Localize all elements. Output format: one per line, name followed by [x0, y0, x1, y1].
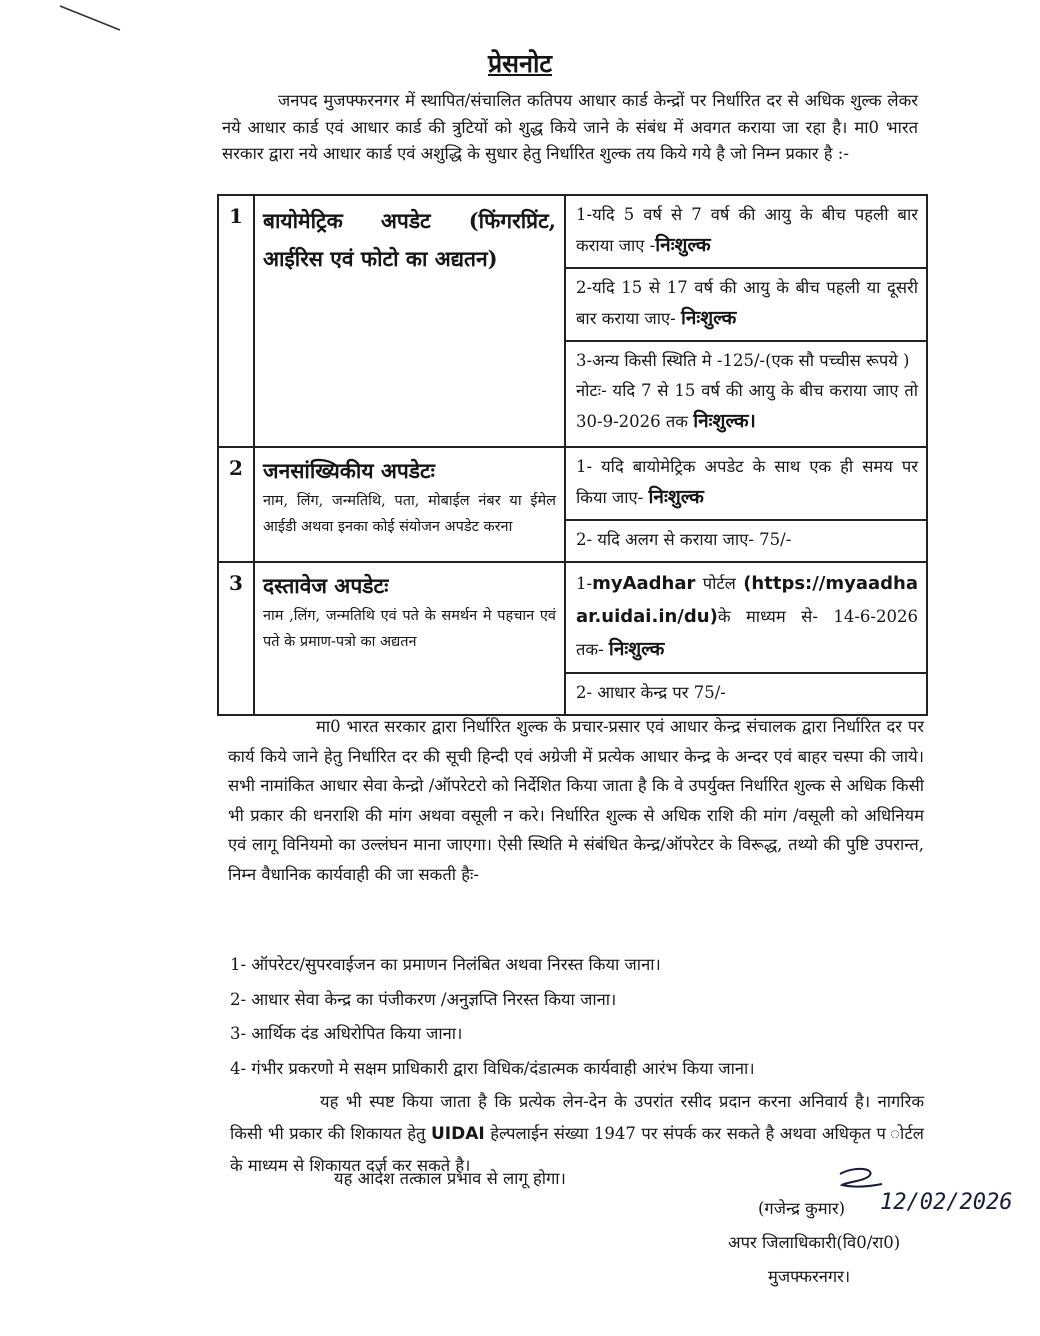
intro-paragraph: जनपद मुजफ्फरनगर में स्थापित/संचालित कतिपय आधार कार्ड केन्द्रों पर निर्धारित दर से अधिक शुल्क लेकर नये आधार कार्ड एवं आधार कार्ड की त्रुटियों को शुद्ध किये जाने के संबंध में अवगत कराया जा रहा है। मा0 भारत सरकार द्वारा नये आधार कार्ड एवं अशुद्धि के सुधार हेतु निर्धारित शुल्क तय किये गये है जो निम्न प्रकार है :- [222, 91, 918, 163]
service-description: नाम, लिंग, जन्मतिथि, पता, मोबाईल नंबर या ईमेल आईडी अथवा इनका कोई संयोजन अपडेट करना [263, 493, 556, 535]
uidai-label: UIDAI [431, 1124, 485, 1144]
list-item: 4- गंभीर प्रकरणो मे सक्षम प्राधिकारी द्वारा विधिक/दंडात्मक कार्यवाही आरंभ किया जाना। [230, 1058, 755, 1078]
fee-text: 2- यदि अलग से कराया जाए- 75/- [576, 530, 792, 549]
fee-table [217, 194, 928, 716]
signature-date: 12/02/2026 [880, 1190, 1013, 1215]
closing-text: हेल्पलाईन संख्या 1947 पर संपर्क कर सकते है अथवा अधिकृत प ोर्टल के माध्यम से शिकायत दर्ज कर सकते है। [230, 1124, 924, 1175]
actions-list [230, 948, 920, 1086]
service-title: दस्तावेज अपडेटः [263, 573, 389, 598]
instructions-paragraph: मा0 भारत सरकार द्वारा निर्धारित शुल्क के प्रचार-प्रसार एवं आधार केन्द्र संचालक द्वारा निर्धारित दर पर कार्य किये जाने हेतु निर्धारित दर की सूची हिन्दी एवं अग्रेजी में प्रत्येक आधार केन्द्र के अन्दर एवं बाहर चस्पा की जाये। सभी नामांकित आधार सेवा केन्द्रो /ऑपरेटरो को निर्देशित किया जाता है कि वे उपर्युक्त निर्धारित शुल्क से अधिक किसी भी प्रकार की धनराशि की मांग अथवा वसूली न करे। निर्धारित शुल्क से अधिक राशि की मांग /वसूली को अधिनियम एवं लागू विनियमो का उल्लंघन माना जाएगा। ऐसी स्थिति मे संबंधित केन्द्र/ऑपरेटर के विरूद्ध, तथ्यो की पुष्टि उपरान्त, निम्न वैधानिक कार्यवाही की जा सकती हैः- [228, 717, 924, 884]
service-title: बायोमेट्रिक अपडेट (फिंगरप्रिंट, आईरिस एवं फोटो का अद्यतन) [263, 208, 556, 271]
fee-cell [565, 562, 927, 715]
fee-cell [565, 195, 927, 447]
service-cell [254, 562, 565, 715]
fee-note-text: नोटः- यदि 7 से 15 वर्ष की आयु के बीच कराया जाए तो 30-9-2026 तक [576, 381, 918, 431]
closing-text: यह भी स्पष्ट किया जाता है कि प्रत्येक लेन-देन के उपरांत रसीद प्रदान करना अनिवार्य है। नागरिक किसी भी प्रकार की शिकायत हेतु [230, 1092, 924, 1143]
fee-text: 1- यदि बायोमेट्रिक अपडेट के साथ एक ही समय पर किया जाए- [576, 457, 918, 507]
row-number: 3 [218, 562, 254, 715]
fee-item [566, 448, 926, 519]
signatory-place: मुजफ्फरनगर। [768, 1267, 851, 1286]
fee-free-label: निःशुल्क [655, 234, 711, 256]
fee-text: पोर्टल [702, 574, 736, 593]
signatory-name: (गजेन्द्र कुमार) [758, 1199, 846, 1218]
fee-text: 2-यदि 15 से 17 वर्ष की आयु के बीच पहली या दूसरी बार कराया जाए- [576, 278, 918, 328]
fee-item [566, 267, 926, 340]
order-line: यह आदेश तत्काल प्रभाव से लागू होगा। [334, 1169, 566, 1188]
table-row [218, 195, 927, 447]
list-item: 2- आधार सेवा केन्द्र का पंजीकरण /अनुज्ञप्ति निरस्त किया जाना। [230, 989, 617, 1009]
fee-item [566, 519, 926, 561]
fee-free-label: निःशुल्क [608, 638, 665, 660]
fee-item [566, 340, 926, 443]
service-description: नाम ,लिंग, जन्मतिथि एवं पते के समर्थन मे पहचान एवं पते के प्रमाण-पत्रो का अद्यतन [263, 608, 556, 650]
fee-text: 1-यदि 5 वर्ष से 7 वर्ष की आयु के बीच पहली बार कराया जाए - [576, 205, 918, 255]
fee-free-label: निःशुल्क [680, 307, 737, 329]
signatory-designation: अपर जिलाधिकारी(वि0/रा0) [728, 1233, 901, 1252]
fee-free-label: निःशुल्क। [693, 410, 756, 432]
list-item: 3- आर्थिक दंड अधिरोपित किया जाना। [230, 1024, 463, 1043]
page-title: प्रेसनोट [487, 49, 553, 78]
fee-cell [565, 447, 927, 562]
row-number: 1 [218, 195, 254, 447]
fee-text: 2- आधार केन्द्र पर 75/- [576, 683, 726, 702]
fee-free-label: निःशुल्क [648, 486, 704, 508]
fee-item [566, 672, 926, 714]
fee-prefix: 1- [576, 574, 593, 593]
table-row [218, 562, 927, 715]
list-item: 1- ऑपरेटर/सुपरवाईजन का प्रमाणन निलंबित अथवा निरस्त किया जाना। [230, 955, 661, 974]
table-row [218, 447, 927, 562]
service-cell [254, 195, 565, 447]
pen-stroke-mark [58, 2, 128, 34]
fee-item [566, 196, 926, 267]
portal-name: myAadhar [592, 573, 696, 594]
portal-url: (https://myaadhaar.uidai.in/du) [576, 573, 919, 627]
signature-scribble [836, 1166, 886, 1192]
row-number: 2 [218, 447, 254, 562]
fee-text: के माध्यम से- 14-6-2026 तक- [576, 607, 918, 659]
fee-note [576, 376, 918, 437]
service-cell [254, 447, 565, 562]
fee-text: 3-अन्य किसी स्थिति मे -125/-(एक सौ पच्चीस रूपये ) [576, 351, 910, 370]
fee-item [566, 563, 926, 672]
service-title: जनसांख्यिकीय अपडेटः [263, 458, 435, 483]
